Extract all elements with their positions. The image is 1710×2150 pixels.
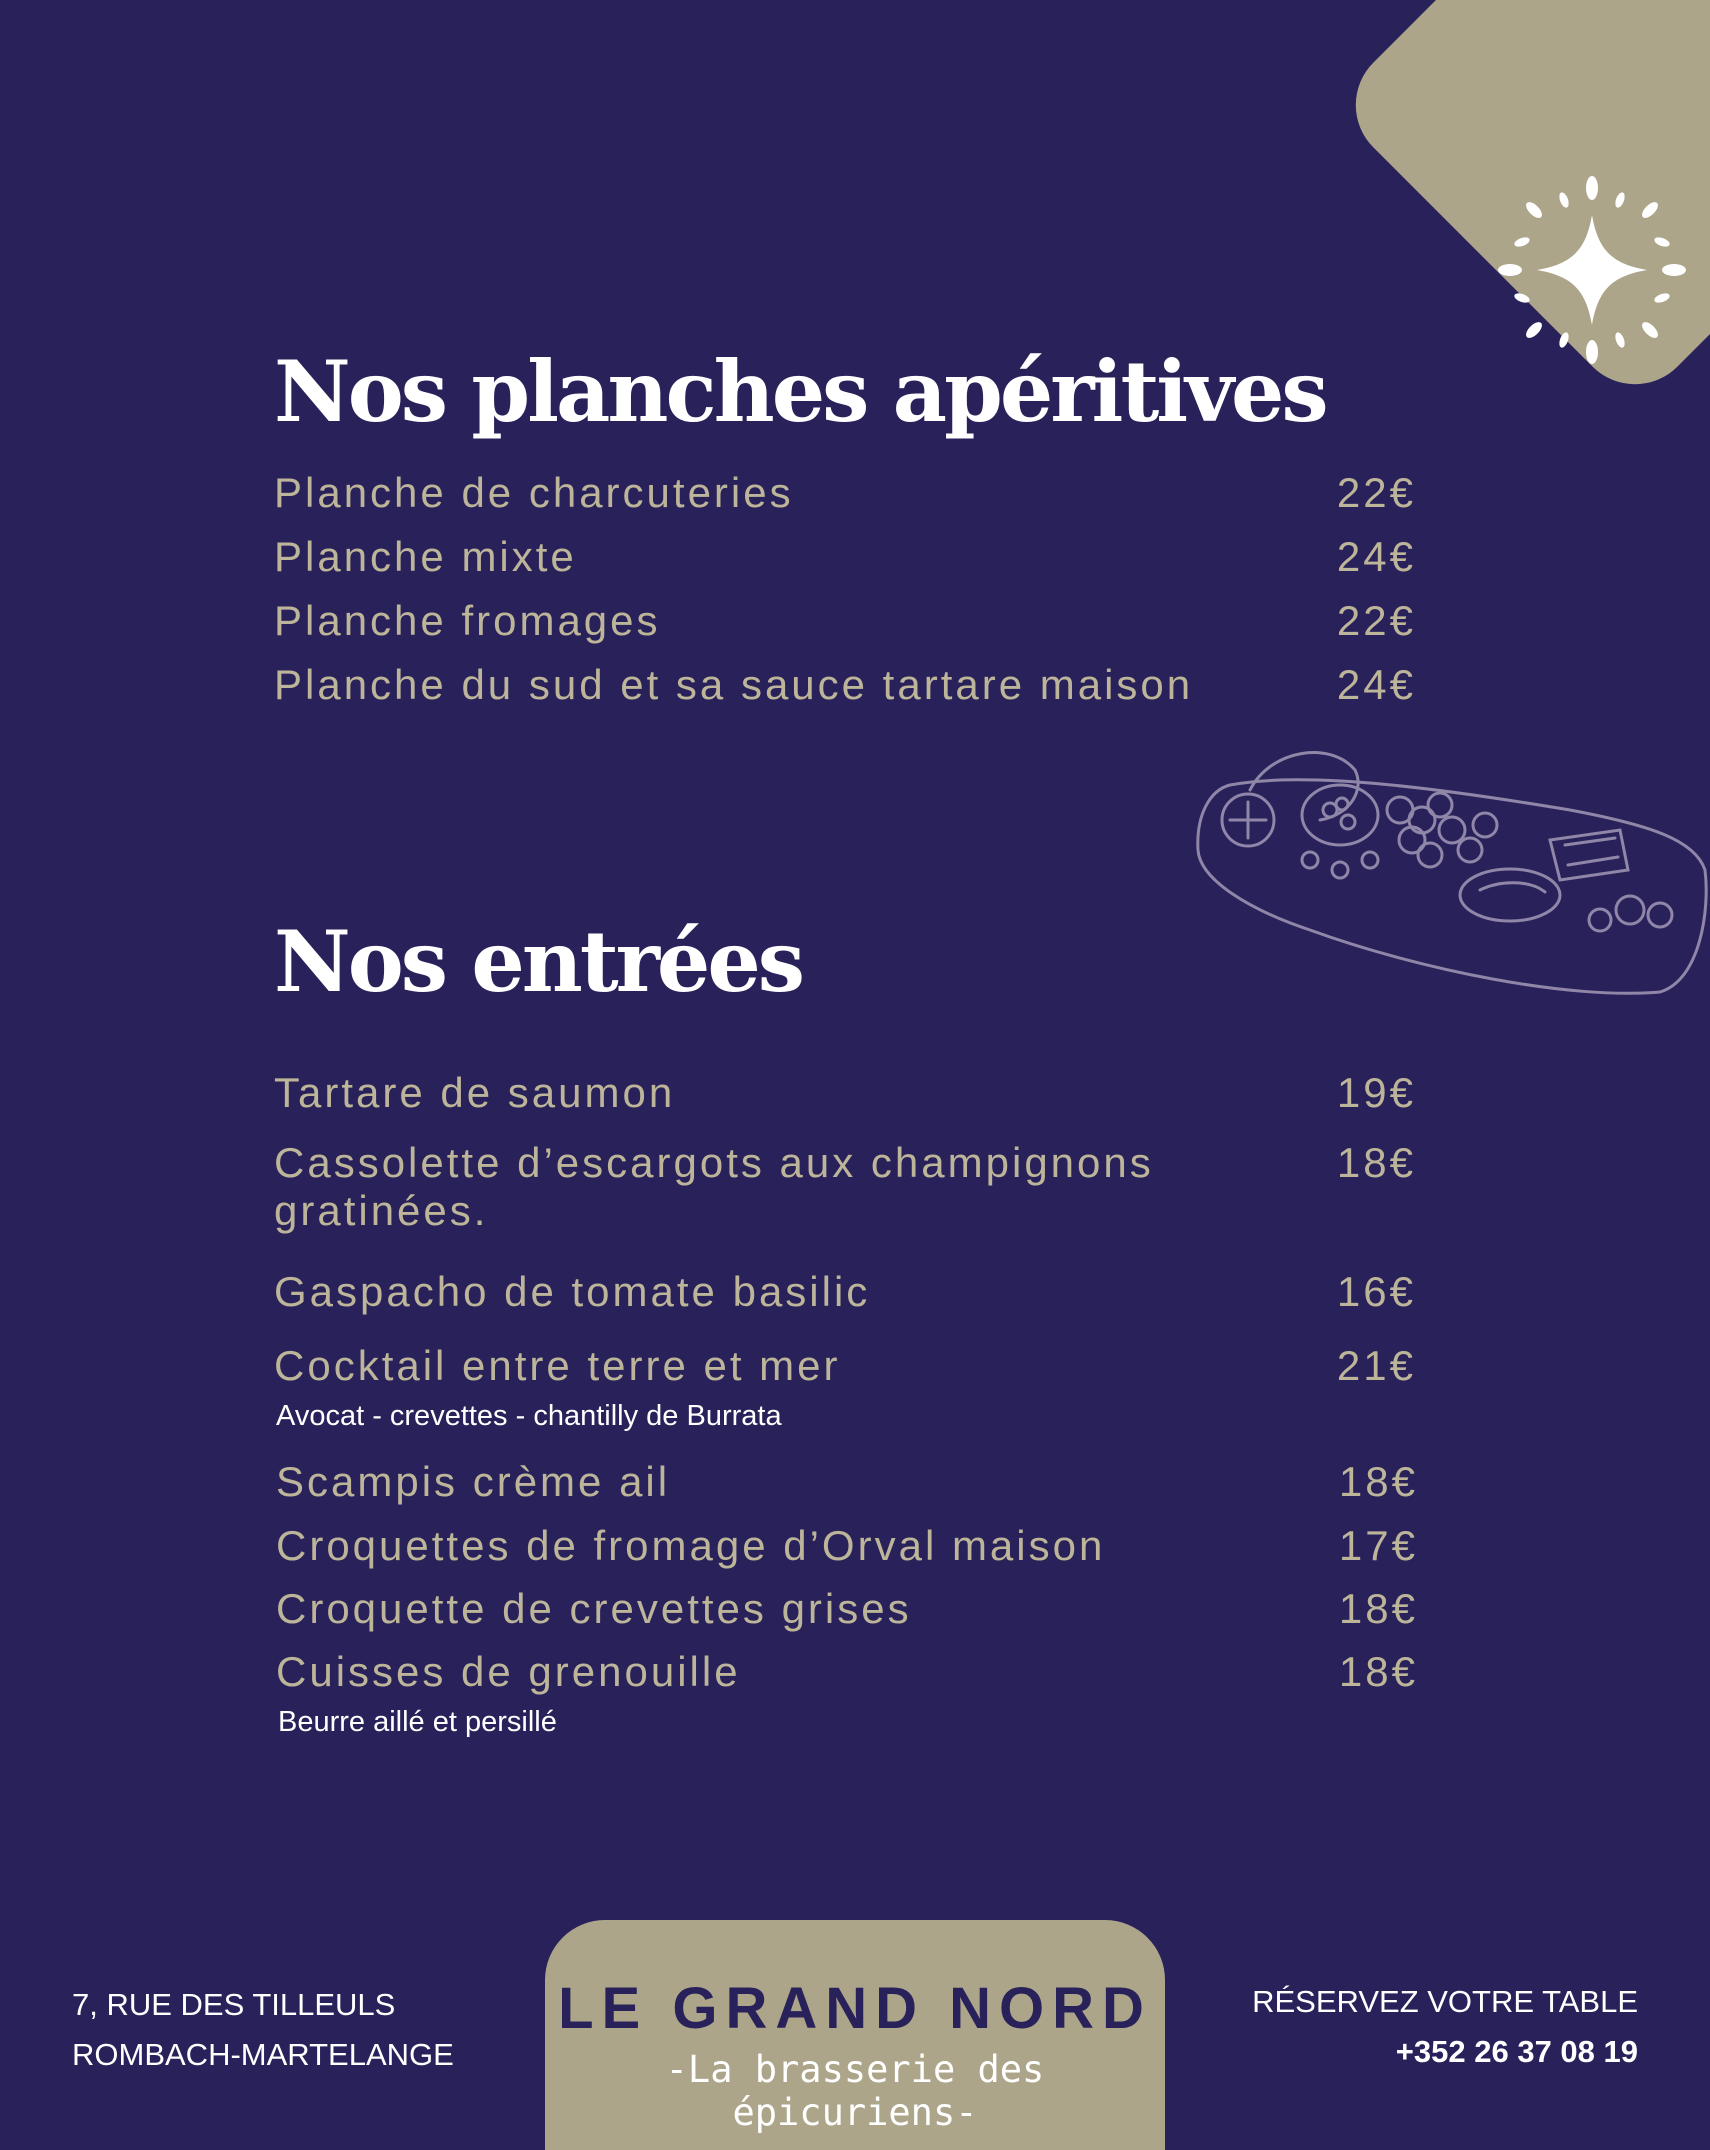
menu-item	[274, 661, 1416, 709]
item-price: 18€	[1338, 1458, 1418, 1505]
item-price: 24€	[1336, 661, 1416, 708]
item-price: 18€	[1336, 1139, 1416, 1186]
menu-item	[276, 1458, 1418, 1506]
item-name: Croquettes de fromage d’Orval maison	[276, 1522, 1106, 1569]
entrees-title: Nos entrées	[274, 912, 803, 1011]
menu-item	[274, 1342, 1416, 1434]
menu-item	[274, 597, 1416, 645]
brand-tagline: -La brasserie des épicuriens-	[665, 2048, 1045, 2134]
phone-number[interactable]: +352 26 37 08 19	[1395, 2034, 1638, 2069]
brand-logo	[545, 1920, 1165, 2150]
item-name: Planche fromages	[274, 597, 661, 644]
menu-item	[274, 533, 1416, 581]
item-price: 22€	[1336, 469, 1416, 516]
item-name: Planche mixte	[274, 533, 577, 580]
planches-title: Nos planches apéritives	[274, 342, 1326, 441]
item-description: Beurre aillé et persillé	[278, 1706, 557, 1738]
item-price: 16€	[1336, 1268, 1416, 1315]
item-name: Cassolette d’escargots aux champignons gratinées.	[274, 1139, 1154, 1234]
item-name: Scampis crème ail	[276, 1458, 671, 1505]
menu-item	[274, 1069, 1416, 1117]
item-name: Gaspacho de tomate basilic	[274, 1268, 871, 1315]
menu-item	[276, 1648, 1418, 1740]
item-name: Cocktail entre terre et mer	[274, 1342, 841, 1389]
item-price: 21€	[1336, 1342, 1416, 1389]
item-name: Planche de charcuteries	[274, 469, 794, 516]
item-price: 18€	[1338, 1648, 1418, 1695]
menu-item	[276, 1585, 1418, 1633]
item-price: 24€	[1336, 533, 1416, 580]
menu-item	[276, 1522, 1418, 1570]
address-line: 7, RUE DES TILLEULS	[72, 1987, 396, 2022]
address-line: ROMBACH-MARTELANGE	[72, 2037, 454, 2072]
item-price: 18€	[1338, 1585, 1418, 1632]
item-name: Cuisses de grenouille	[276, 1648, 741, 1695]
item-name: Planche du sud et sa sauce tartare maison	[274, 661, 1194, 708]
item-name: Tartare de saumon	[274, 1069, 676, 1116]
reservation-info	[1252, 1977, 1638, 2077]
menu-item	[274, 469, 1416, 517]
item-price: 22€	[1336, 597, 1416, 644]
item-price: 19€	[1336, 1069, 1416, 1116]
address	[72, 1980, 454, 2080]
brand-name: LE GRAND NORD	[558, 1976, 1152, 2041]
item-price: 17€	[1338, 1522, 1418, 1569]
menu-item	[274, 1139, 1416, 1235]
item-description: Avocat - crevettes - chantilly de Burrata	[276, 1400, 782, 1432]
reserve-label: RÉSERVEZ VOTRE TABLE	[1252, 1984, 1638, 2019]
item-name: Croquette de crevettes grises	[276, 1585, 912, 1632]
charcuterie-board-illustration	[1190, 730, 1710, 1000]
menu-item	[274, 1268, 1416, 1316]
sparkle-star-icon	[1492, 170, 1692, 370]
